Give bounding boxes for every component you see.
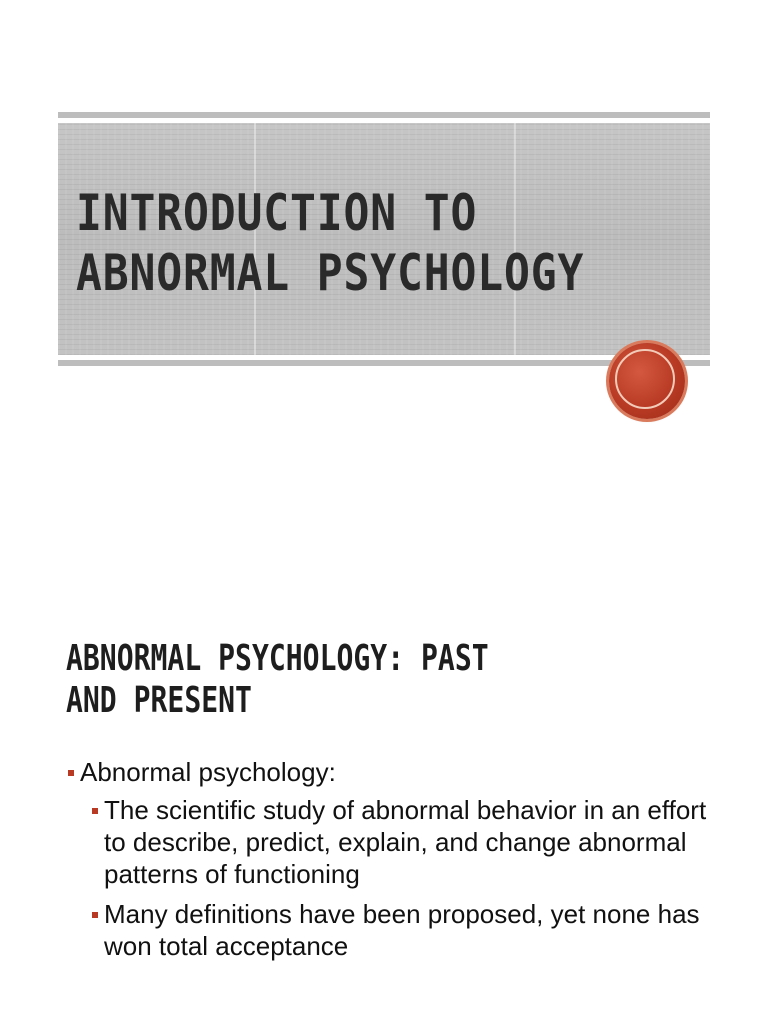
sub-bullet-item <box>68 794 708 890</box>
content-slide <box>0 580 768 1024</box>
accent-circle-icon <box>609 343 685 419</box>
sub-bullet-text: The scientific study of abnormal behavior in an effort to describe, predict, explain, and change abnormal patterns of functioning <box>104 795 707 889</box>
slide-title <box>76 183 609 303</box>
sub-bullet-text: Many definitions have been proposed, yet none has won total acceptance <box>104 899 700 961</box>
bullet-list <box>68 756 708 962</box>
square-bullet-icon <box>92 912 98 918</box>
sub-bullet-item <box>68 898 708 962</box>
slide-heading: ABNORMAL PSYCHOLOGY: PAST AND PRESENT <box>66 638 489 721</box>
accent-circle-ring <box>615 349 675 409</box>
bullet-text: Abnormal psychology: <box>80 757 336 787</box>
band-rule-top <box>58 112 710 118</box>
title-line-1: INTRODUCTION TO <box>76 184 478 242</box>
square-bullet-icon <box>68 770 74 776</box>
square-bullet-icon <box>92 808 98 814</box>
title-box <box>58 123 710 355</box>
bullet-item <box>68 756 708 788</box>
title-line-2: ABNORMAL PSYCHOLOGY <box>76 244 585 302</box>
title-band <box>58 112 710 366</box>
